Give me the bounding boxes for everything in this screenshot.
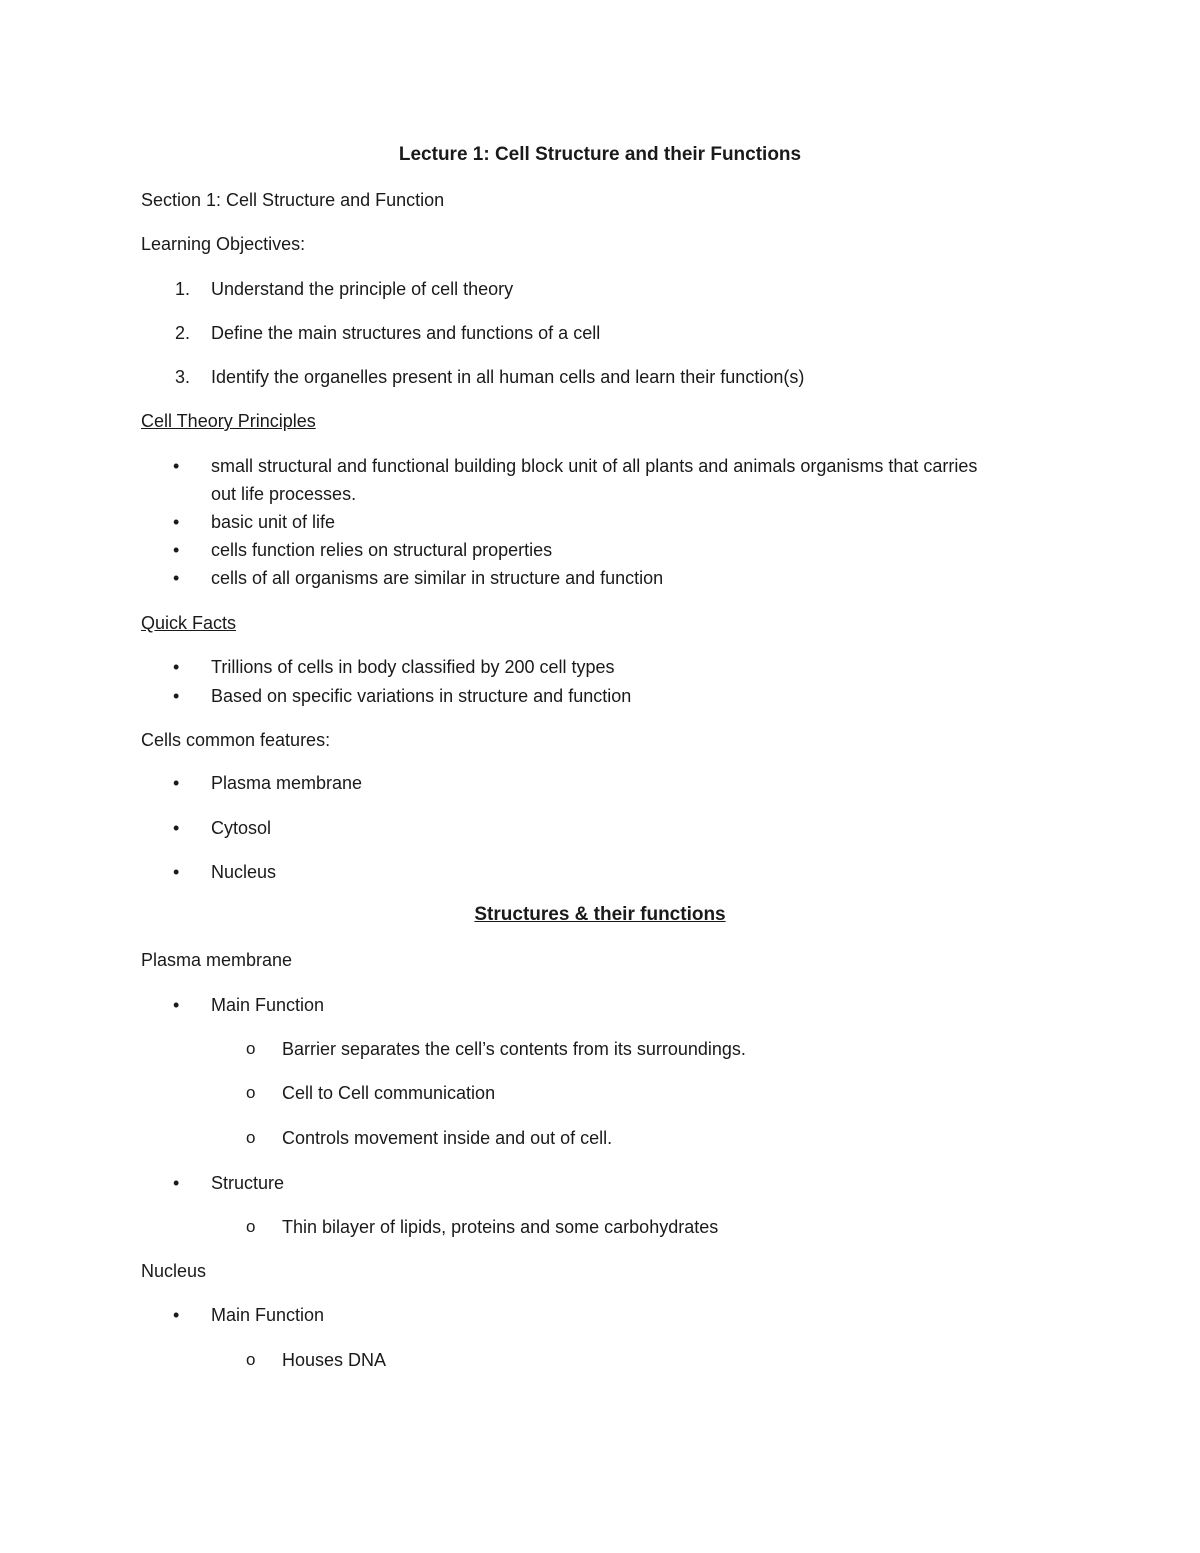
structures-heading: Structures & their functions xyxy=(474,904,726,925)
list-item: cells of all organisms are similar in structure and function xyxy=(211,568,664,588)
list-item: Main Function xyxy=(211,995,325,1015)
sub-list-item: Houses DNA xyxy=(282,1350,387,1370)
bullet-icon: • xyxy=(173,1305,180,1325)
bullet-icon: • xyxy=(173,568,180,588)
common-features-label: Cells common features: xyxy=(141,730,331,750)
sub-bullet-icon: o xyxy=(246,1350,256,1369)
bullet-icon: • xyxy=(173,512,180,532)
sub-list-item: Cell to Cell communication xyxy=(282,1083,496,1103)
document-title: Lecture 1: Cell Structure and their Functions xyxy=(398,144,802,165)
cell-theory-heading: Cell Theory Principles xyxy=(141,411,316,431)
sub-bullet-icon: o xyxy=(246,1083,256,1102)
list-item: Main Function xyxy=(211,1305,325,1325)
list-item: Nucleus xyxy=(211,862,277,882)
bullet-icon: • xyxy=(173,686,180,706)
objective-item: Define the main structures and functions of a cell xyxy=(211,323,601,343)
bullet-icon: • xyxy=(173,657,180,677)
sub-list-item: Barrier separates the cell’s contents from its surroundings. xyxy=(282,1039,746,1059)
list-item: Plasma membrane xyxy=(211,773,363,793)
list-item: Cytosol xyxy=(211,818,272,838)
list-item: small structural and functional building block unit of all plants and animals organisms that carries xyxy=(211,456,978,476)
list-item: Trillions of cells in body classified by 200 cell types xyxy=(211,657,615,677)
objective-number: 1. xyxy=(175,279,191,299)
objective-item: Identify the organelles present in all human cells and learn their function(s) xyxy=(211,367,805,387)
plasma-membrane-label: Plasma membrane xyxy=(141,950,293,970)
nucleus-label: Nucleus xyxy=(141,1261,207,1281)
learning-objectives-label: Learning Objectives: xyxy=(141,234,306,254)
objective-item: Understand the principle of cell theory xyxy=(211,279,514,299)
objective-number: 3. xyxy=(175,367,191,387)
bullet-icon: • xyxy=(173,995,180,1015)
bullet-icon: • xyxy=(173,456,180,476)
sub-list-item: Controls movement inside and out of cell. xyxy=(282,1128,613,1148)
list-item: Based on specific variations in structure and function xyxy=(211,686,632,706)
list-item: basic unit of life xyxy=(211,512,336,532)
bullet-icon: • xyxy=(173,540,180,560)
quick-facts-heading: Quick Facts xyxy=(141,613,237,633)
sub-list-item: Thin bilayer of lipids, proteins and some carbohydrates xyxy=(282,1217,719,1237)
bullet-icon: • xyxy=(173,1173,180,1193)
bullet-icon: • xyxy=(173,773,180,793)
sub-bullet-icon: o xyxy=(246,1217,256,1236)
list-item: Structure xyxy=(211,1173,285,1193)
list-item-continuation: out life processes. xyxy=(211,484,357,504)
sub-bullet-icon: o xyxy=(246,1128,256,1147)
sub-bullet-icon: o xyxy=(246,1039,256,1058)
objective-number: 2. xyxy=(175,323,191,343)
bullet-icon: • xyxy=(173,818,180,838)
bullet-icon: • xyxy=(173,862,180,882)
section-heading: Section 1: Cell Structure and Function xyxy=(141,190,445,210)
list-item: cells function relies on structural properties xyxy=(211,540,553,560)
